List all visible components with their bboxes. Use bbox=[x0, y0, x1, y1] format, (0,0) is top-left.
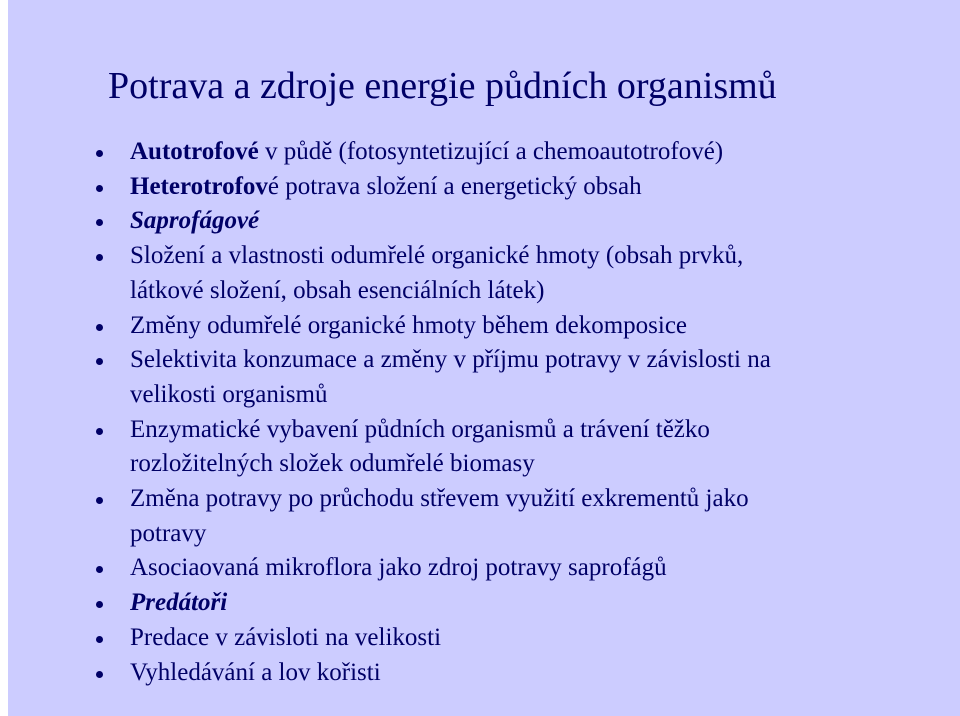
bullet-dot-icon bbox=[96, 358, 103, 365]
slide bbox=[8, 0, 960, 716]
bullet-item-heterotrofove bbox=[8, 170, 960, 205]
bullet-text: Změny odumřelé organické hmoty během dekomposice bbox=[130, 311, 688, 339]
bullet-line: látkové složení, obsah esenciálních látek) bbox=[130, 276, 545, 304]
bullet-item-autotrofove bbox=[8, 135, 960, 170]
bullet-dot-icon bbox=[96, 254, 103, 261]
bullet-dot-icon bbox=[96, 219, 103, 226]
bullet-item-predace bbox=[8, 621, 960, 656]
bullet-line: Enzymatické vybavení půdních organismů a trávení těžko bbox=[130, 415, 710, 443]
bullet-strong: Autotrofové bbox=[130, 138, 259, 165]
bullet-dot-icon bbox=[96, 636, 103, 643]
bullet-line: Selektivita konzumace a změny v příjmu potravy v závislosti na bbox=[130, 346, 771, 374]
bullet-text: Asociaovaná mikroflora jako zdroj potravy saprofágů bbox=[130, 554, 667, 582]
bullet-text: v půdě (fotosyntetizující a chemoautotrofové) bbox=[258, 138, 724, 165]
bullet-dot-icon bbox=[96, 150, 103, 157]
bullet-dot-icon bbox=[96, 601, 103, 608]
bullet-item-zmeny bbox=[8, 309, 960, 344]
bullet-text: é potrava složení a energetický obsah bbox=[267, 172, 642, 200]
bullet-text: Vyhledávání a lov kořisti bbox=[130, 658, 381, 686]
bullet-item-predatori bbox=[8, 586, 960, 621]
bullet-dot-icon bbox=[96, 185, 103, 192]
bullet-dot-icon bbox=[96, 566, 103, 573]
bullet-item-enzymaticke bbox=[8, 413, 960, 482]
bullet-item-slozeni bbox=[8, 239, 960, 308]
bullet-dot-icon bbox=[96, 428, 103, 435]
bullet-strong: Heterotrofov bbox=[130, 172, 268, 200]
bullet-item-zmena-potravy bbox=[8, 482, 960, 551]
bullet-dot-icon bbox=[96, 324, 103, 331]
bullet-dot-icon bbox=[96, 671, 103, 678]
bullet-list bbox=[8, 135, 960, 690]
bullet-item-saprofagove bbox=[8, 204, 960, 239]
bullet-item-selektivita bbox=[8, 343, 960, 412]
bullet-strong-italic: Saprofágové bbox=[130, 207, 260, 235]
bullet-line: potravy bbox=[130, 519, 207, 547]
bullet-line: Složení a vlastnosti odumřelé organické hmoty (obsah prvků, bbox=[130, 242, 744, 270]
bullet-text: Predace v závisloti na velikosti bbox=[130, 623, 442, 651]
bullet-item-asociovana bbox=[8, 551, 960, 586]
bullet-dot-icon bbox=[96, 497, 103, 504]
slide-title: Potrava a zdroje energie půdních organismů bbox=[108, 65, 777, 107]
bullet-line: Změna potravy po průchodu střevem využití exkrementů jako bbox=[130, 485, 749, 513]
bullet-line: velikosti organismů bbox=[130, 380, 328, 408]
bullet-strong-italic: Predátoři bbox=[130, 589, 228, 617]
bullet-line: rozložitelných složek odumřelé biomasy bbox=[130, 450, 535, 478]
bullet-item-vyhledavani bbox=[8, 656, 960, 691]
